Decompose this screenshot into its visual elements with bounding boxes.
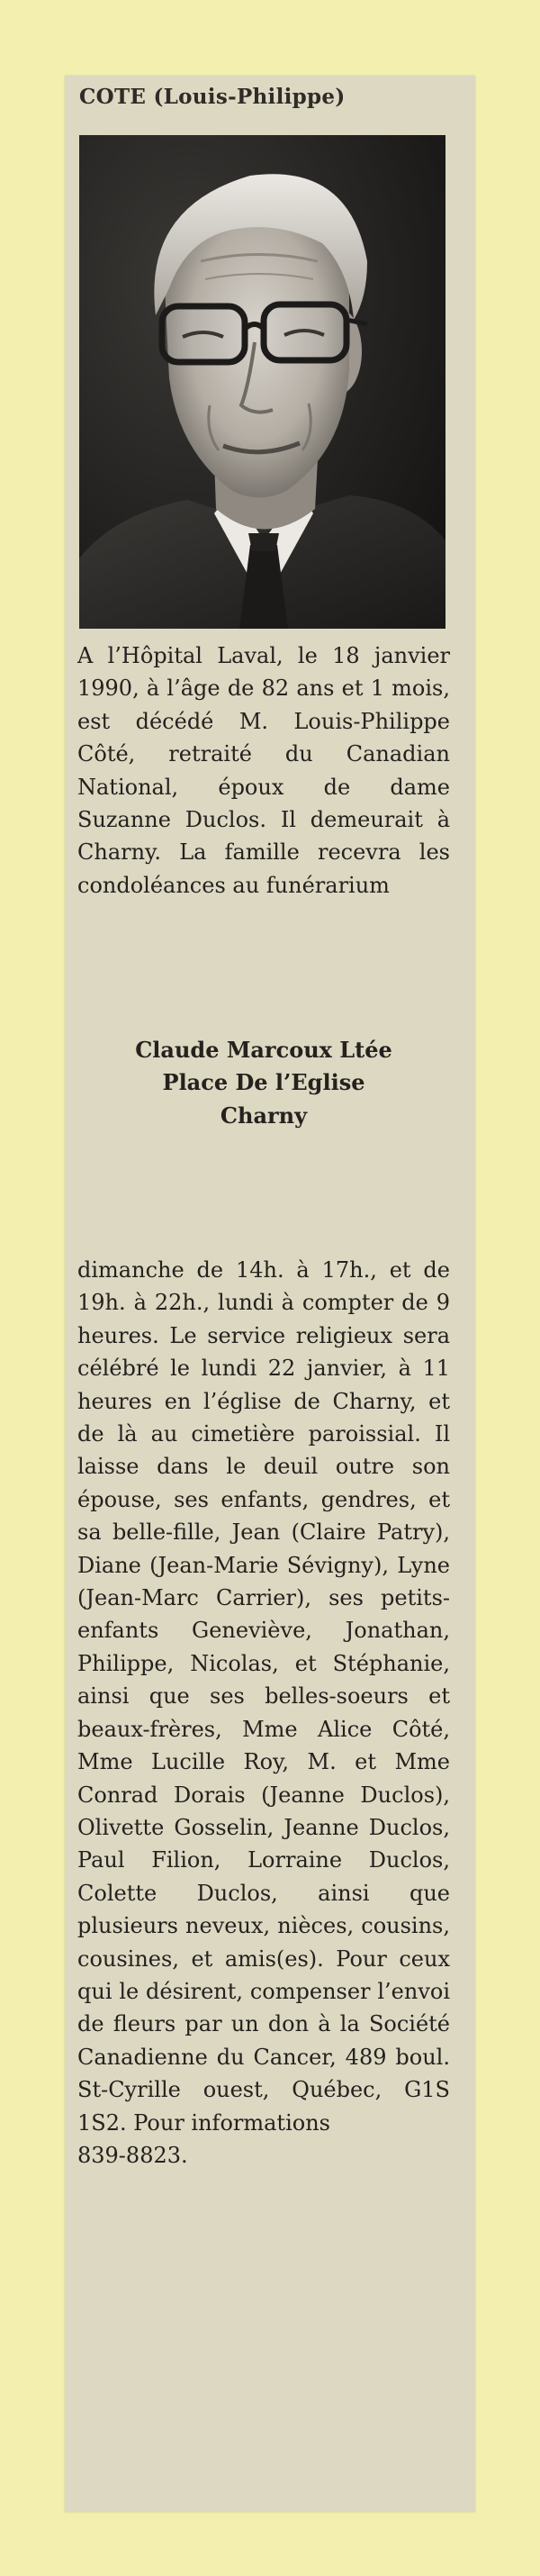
obituary-paragraph-intro: A l’Hôpital Laval, le 18 janvier 1990, à l’âge de 82 ans et 1 mois, est décédé M. Louis-Philippe Côté, retraité du Canadian National, époux de dame Suzanne Duclos. Il demeurait à Charny. La famille recevra les condoléances au funérarium [77,643,450,898]
funeral-home-city: Charny [220,1102,308,1129]
obituary-paragraph-details: dimanche de 14h. à 17h., et de 19h. à 22h., lundi à compter de 9 heures. Le service religieux sera célébré le lundi 22 janvier, à 11 heures en l’église de Charny, et de là au cimetière paroissial. Il laisse dans le deuil outre son épouse, ses enfants, gendres, et sa belle-fille, Jean (Claire Patry), Diane (Jean-Marie Sévigny), Lyne (Jean-Marc Carrier), ses petits-enfants Geneviève, Jonathan, Philippe, Nicolas, et Stéphanie, ainsi que ses belles-soeurs et beaux-frères, Mme Alice Côté, Mme Lucille Roy, M. et Mme Conrad Dorais (Jeanne Duclos), Olivette Gosselin, Jeanne Duclos, Paul Filion, Lorraine Duclos, Colette Duclos, ainsi que plusieurs neveux, nièces, cousins, cousines, et amis(es). Pour ceux qui le désirent, compenser l’envoi de fleurs par un don à la Société Canadienne du Cancer, 489 boul. St-Cyrille ouest, Québec, G1S 1S2. Pour informations 839-8823. [77,1254,450,2172]
obituary-clipping [65,76,475,2512]
portrait-photo [79,135,446,629]
funeral-home-name: Claude Marcoux Ltée [135,1037,392,1063]
funeral-home-address: Place De l’Eglise [162,1069,365,1096]
funeral-home-block [77,1034,450,1132]
contact-phone: 839-8823. [77,2142,188,2168]
obituary-heading: COTE (Louis-Philippe) [79,85,346,109]
